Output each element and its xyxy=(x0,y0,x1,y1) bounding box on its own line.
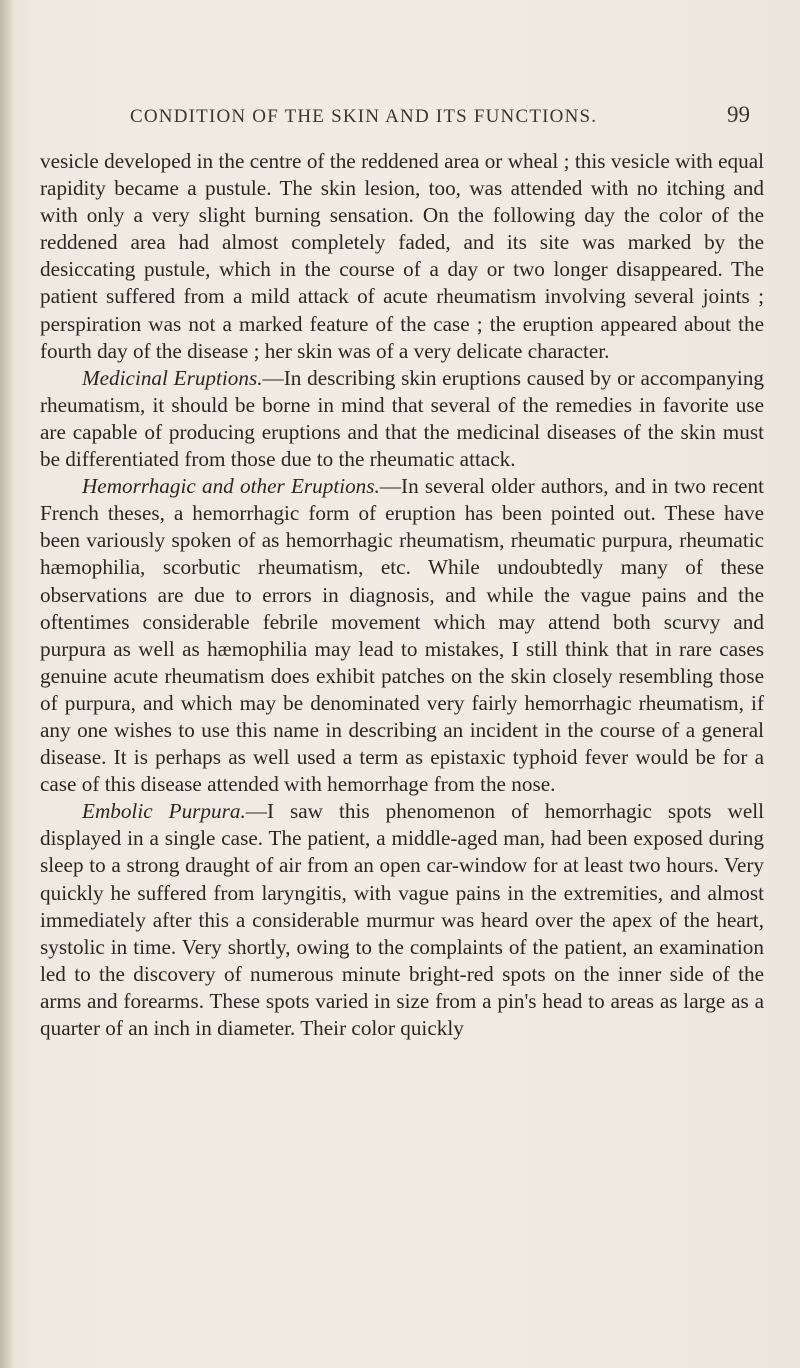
body-text xyxy=(40,148,764,1042)
page-edge-shadow xyxy=(0,0,14,1368)
paragraph xyxy=(40,148,764,365)
page-number: 99 xyxy=(727,102,750,127)
page-header xyxy=(130,102,750,136)
paragraph xyxy=(40,473,764,798)
paragraph-text: —I saw this phenomenon of hemorrhagic spots well displayed in a single case. The patient, a middle-aged man, had been exposed during sleep to a strong draught of air from an open car-window for at least two hours. Very quickly he suffered from laryngitis, with vague pains in the extremities, and almost immediately after this a considerable murmur was heard over the apex of the heart, systolic in time. Very shortly, owing to the complaints of the patient, an examination led to the discovery of numerous minute bright-red spots on the inner side of the arms and forearms. These spots varied in size from a pin's head to areas as large as a quarter of an inch in diameter. Their color quickly xyxy=(40,799,764,1040)
paragraph-lead: Embolic Purpura. xyxy=(82,799,246,824)
paragraph-text: —In describing skin eruptions caused by or accompanying rheumatism, it should be borne in mind that several of the remedies in favorite use are capable of producing eruptions and that the medicinal diseases of the skin must be differentiated from those due to the rheumatic attack. xyxy=(40,365,765,472)
paragraph-text: —In several older authors, and in two recent French theses, a hemorrhagic form of eruption has been pointed out. These have been variously spoken of as hemorrhagic rheumatism, rheumatic purpura, rheumatic hæmophilia, scorbutic rheumatism, etc. While undoubtedly many of these observations are due to errors in diagnosis, and while the vague pains and the oftentimes considerable febrile movement which may attend both scurvy and purpura as well as hæmophilia may lead to mistakes, I still think that in rare cases genuine acute rheumatism does exhibit patches on the skin closely resembling those of purpura, and which may be denominated very fairly hemorrhagic rheumatism, if any one wishes to use this name in describing an incident in the course of a general disease. It is perhaps as well used a term as epistaxic typhoid fever would be for a case of this disease attended with hemorrhage from the nose. xyxy=(40,474,764,797)
paragraph xyxy=(40,798,764,1042)
paragraph-lead: Medicinal Eruptions. xyxy=(82,365,263,390)
paragraph xyxy=(40,365,764,473)
paragraph-lead: Hemorrhagic and other Eruptions. xyxy=(82,474,380,499)
running-head: CONDITION OF THE SKIN AND ITS FUNCTIONS. xyxy=(130,106,598,127)
paragraph-text: vesicle developed in the centre of the reddened area or wheal ; this vesicle with equal rapidity became a pustule. The skin lesion, too, was attended with no itching and with only a very slight burning sensation. On the following day the color of the reddened area had almost completely faded, and its site was marked by the desiccating pustule, which in the course of a day or two longer disappeared. The patient suffered from a mild attack of acute rheumatism involving several joints ; perspiration was not a marked feature of the case ; the eruption appeared about the fourth day of the disease ; her skin was of a very delicate character. xyxy=(40,149,764,363)
